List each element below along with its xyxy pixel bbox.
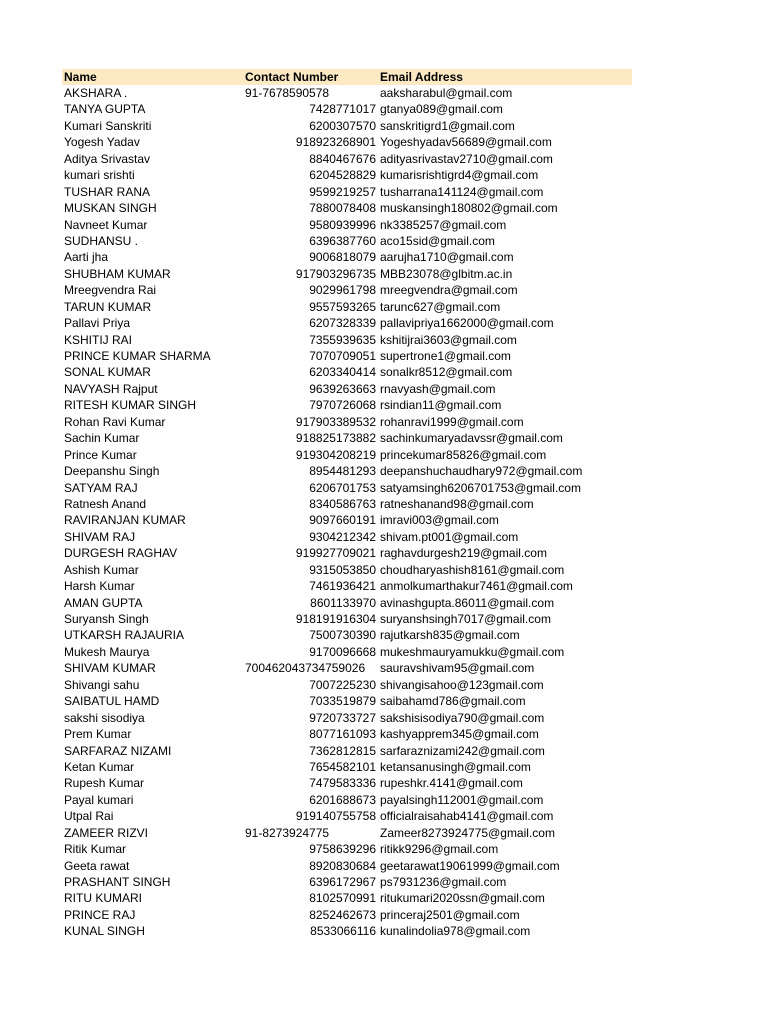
cell-name: Deepanshu Singh — [64, 464, 160, 479]
cell-name: PRINCE KUMAR SHARMA — [64, 349, 211, 363]
table-row — [62, 217, 632, 233]
table-row — [62, 447, 632, 463]
table-row — [62, 562, 632, 578]
table-row — [62, 710, 632, 726]
cell-name: SONAL KUMAR — [64, 365, 151, 380]
cell-contact: 919140755758 — [295, 809, 376, 824]
cell-email: Yogeshyadav56689@gmail.com — [380, 135, 552, 150]
table-row — [62, 726, 632, 742]
table-row — [62, 923, 632, 939]
table-row — [62, 858, 632, 874]
cell-email: princekumar85826@gmail.com — [380, 447, 547, 462]
cell-email: gtanya089@gmail.com — [380, 102, 503, 117]
cell-email: kumarisrishtigrd4@gmail.com — [380, 168, 539, 183]
cell-name: NAVYASH Rajput — [64, 381, 158, 396]
cell-name: TUSHAR RANA — [64, 184, 151, 199]
cell-email: ketansanusingh@gmail.com — [380, 759, 531, 774]
table-row — [62, 611, 632, 627]
cell-contact: 8920830684 — [309, 858, 376, 873]
table-row — [62, 825, 632, 841]
cell-contact: 7970726068 — [309, 398, 376, 413]
cell-contact: 9006818079 — [309, 250, 376, 265]
cell-email: sauravshivam95@gmail.com — [380, 661, 535, 676]
cell-contact: 6206701753 — [309, 480, 376, 495]
cell-email: rupeshkr.4141@gmail.com — [380, 776, 523, 791]
table-row — [62, 775, 632, 791]
cell-contact: 9097660191 — [309, 513, 376, 528]
table-row — [62, 249, 632, 265]
cell-name: MUSKAN SINGH — [64, 201, 157, 216]
cell-email: kunalindolia978@gmail.com — [380, 924, 531, 939]
cell-email: mukeshmauryamukku@gmail.com — [380, 644, 565, 659]
cell-name: Ketan Kumar — [64, 759, 135, 774]
cell-name: SARFARAZ NIZAMI — [64, 743, 172, 758]
cell-name: Mreegvendra Rai — [64, 283, 157, 298]
table-row — [62, 644, 632, 660]
cell-contact: 6203340414 — [309, 365, 376, 380]
cell-email: rsindian11@gmail.com — [380, 398, 502, 413]
cell-contact: 8533066116 — [310, 924, 376, 939]
cell-email: sakshisisodiya790@gmail.com — [380, 710, 545, 725]
cell-email: suryanshsingh7017@gmail.com — [380, 612, 551, 626]
cell-contact: 7428771017 — [309, 102, 376, 117]
cell-name: Yogesh Yadav — [64, 135, 140, 150]
cell-contact: 6201688673 — [309, 792, 376, 807]
cell-contact: 7654582101 — [309, 759, 376, 774]
cell-name: RITESH KUMAR SINGH — [64, 398, 197, 413]
table-row — [62, 167, 632, 183]
cell-contact: 919927709021 — [295, 546, 376, 561]
cell-email: officialraisahab4141@gmail.com — [380, 809, 554, 824]
cell-contact: 9758639296 — [309, 842, 376, 857]
header-contact: Contact Number — [245, 70, 339, 84]
table-row — [62, 890, 632, 906]
cell-email: sanskritigrd1@gmail.com — [380, 118, 515, 133]
cell-contact: 7007225230 — [309, 677, 376, 692]
cell-email: muskansingh180802@gmail.com — [380, 201, 558, 216]
cell-email: raghavdurgesh219@gmail.com — [380, 546, 547, 561]
table-row — [62, 151, 632, 167]
cell-name: RAVIRANJAN KUMAR — [64, 513, 186, 528]
cell-name: SHIVAM KUMAR — [64, 661, 156, 676]
cell-name: Aditya Srivastav — [64, 151, 151, 166]
cell-name: SHUBHAM KUMAR — [64, 266, 171, 281]
cell-contact: 9557593265 — [309, 299, 376, 314]
cell-contact: 7355939635 — [309, 332, 376, 347]
table-row — [62, 496, 632, 512]
cell-email: sonalkr8512@gmail.com — [380, 365, 513, 380]
cell-contact: 9599219257 — [309, 184, 376, 199]
cell-name: RITU KUMARI — [64, 891, 142, 906]
cell-email: shivangisahoo@123gmail.com — [380, 677, 544, 692]
cell-contact: 917903296735 — [295, 266, 376, 281]
cell-name: sakshi sisodiya — [64, 710, 145, 725]
table-row — [62, 595, 632, 611]
cell-contact: 9720733727 — [309, 710, 376, 725]
cell-contact: 7500730390 — [309, 628, 376, 643]
cell-contact: 8954481293 — [309, 464, 376, 479]
cell-email: Zameer8273924775@gmail.com — [380, 825, 555, 840]
cell-contact: 9580939996 — [309, 217, 376, 232]
cell-email: tarunc627@gmail.com — [380, 299, 501, 314]
cell-contact: 9170096668 — [309, 644, 376, 659]
table-row — [62, 907, 632, 923]
table-row — [62, 529, 632, 545]
cell-contact: 7362812815 — [309, 743, 376, 758]
cell-email: anmolkumarthakur7461@gmail.com — [380, 579, 573, 594]
cell-name: UTKARSH RAJAURIA — [64, 628, 185, 643]
table-row — [62, 759, 632, 775]
cell-contact: 8102570991 — [309, 891, 376, 906]
cell-name: Sachin Kumar — [64, 431, 140, 446]
cell-contact: 7880078408 — [309, 201, 376, 216]
table-row — [62, 184, 632, 200]
cell-name: Harsh Kumar — [64, 579, 135, 594]
cell-name: Kumari Sanskriti — [64, 118, 152, 133]
table-row — [62, 299, 632, 315]
cell-contact: 918191916304 — [295, 612, 376, 626]
cell-email: choudharyashish8161@gmail.com — [380, 562, 565, 577]
table-row — [62, 512, 632, 528]
cell-contact: 9639263663 — [309, 381, 376, 396]
table-row — [62, 677, 632, 693]
cell-contact: 8077161093 — [309, 727, 376, 742]
header-email: Email Address — [380, 70, 463, 84]
table-row — [62, 364, 632, 380]
cell-contact: 8840467676 — [309, 151, 376, 166]
cell-contact: 6204528829 — [309, 168, 376, 183]
table-row — [62, 233, 632, 249]
cell-name: Rupesh Kumar — [64, 776, 145, 791]
cell-name: Suryansh Singh — [64, 612, 149, 626]
cell-email: shivam.pt001@gmail.com — [380, 529, 519, 544]
header-name: Name — [64, 70, 97, 84]
cell-email: ratneshanand98@gmail.com — [380, 496, 534, 511]
cell-contact: 91-7678590578 — [245, 86, 330, 100]
table-row — [62, 332, 632, 348]
cell-email: supertrone1@gmail.com — [380, 349, 511, 363]
cell-contact: 7070709051 — [309, 349, 376, 363]
cell-contact: 9315053850 — [309, 562, 376, 577]
cell-email: rajutkarsh835@gmail.com — [380, 628, 520, 643]
cell-email: ritukumari2020ssn@gmail.com — [380, 891, 545, 906]
table-row — [62, 743, 632, 759]
cell-contact: 6200307570 — [309, 118, 376, 133]
cell-email: kashyapprem345@gmail.com — [380, 727, 539, 742]
cell-contact: 8252462673 — [309, 907, 376, 922]
cell-name: AMAN GUPTA — [64, 595, 143, 610]
cell-email: sachinkumaryadavssr@gmail.com — [380, 431, 563, 446]
cell-email: tusharrana141124@gmail.com — [380, 184, 544, 199]
cell-email: kshitijrai3603@gmail.com — [380, 332, 517, 347]
cell-email: saibahamd786@gmail.com — [380, 694, 526, 709]
cell-name: Geeta rawat — [64, 858, 130, 873]
table-body — [62, 85, 632, 940]
cell-name: Mukesh Maurya — [64, 644, 150, 659]
cell-email: rnavyash@gmail.com — [380, 381, 496, 396]
table-row — [62, 348, 632, 364]
cell-name: Shivangi sahu — [64, 677, 140, 692]
cell-name: Prince Kumar — [64, 447, 137, 462]
cell-name: SATYAM RAJ — [64, 480, 138, 495]
table-row — [62, 463, 632, 479]
cell-name: SHIVAM RAJ — [64, 529, 136, 544]
cell-name: KSHITIJ RAI — [64, 332, 133, 347]
cell-name: Pallavi Priya — [64, 316, 131, 331]
cell-email: pallavipriya1662000@gmail.com — [380, 316, 554, 331]
cell-contact: 7461936421 — [309, 579, 376, 594]
cell-email: rohanravi1999@gmail.com — [380, 414, 524, 429]
cell-email: imravi003@gmail.com — [380, 513, 499, 528]
cell-name: DURGESH RAGHAV — [64, 546, 178, 561]
table-row — [62, 660, 632, 676]
cell-name: Ritik Kumar — [64, 842, 127, 857]
cell-name: kumari srishti — [64, 168, 135, 183]
table-row — [62, 200, 632, 216]
contact-sheet — [62, 69, 632, 940]
cell-email: ps7931236@gmail.com — [380, 875, 507, 889]
cell-contact: 8340586763 — [309, 496, 376, 511]
cell-email: deepanshuchaudhary972@gmail.com — [380, 464, 583, 479]
cell-name: TANYA GUPTA — [64, 102, 146, 117]
cell-contact: 919304208219 — [295, 447, 376, 462]
table-row — [62, 545, 632, 561]
cell-email: nk3385257@gmail.com — [380, 217, 507, 232]
cell-email: avinashgupta.86011@gmail.com — [380, 595, 555, 610]
cell-email: sarfaraznizami242@gmail.com — [380, 743, 545, 758]
cell-email: aco15sid@gmail.com — [380, 233, 495, 248]
cell-contact: 8601133970 — [310, 595, 376, 610]
table-row — [62, 874, 632, 890]
cell-email: mreegvendra@gmail.com — [380, 283, 518, 298]
table-row — [62, 480, 632, 496]
table-row — [62, 841, 632, 857]
cell-name: SAIBATUL HAMD — [64, 694, 160, 709]
cell-contact: 918923268901 — [295, 135, 376, 150]
table-row — [62, 397, 632, 413]
table-row — [62, 282, 632, 298]
cell-email: MBB23078@glbitm.ac.in — [380, 266, 513, 281]
cell-name: AKSHARA . — [64, 86, 128, 100]
cell-email: adityasrivastav2710@gmail.com — [380, 151, 553, 166]
cell-email: satyamsingh6206701753@gmail.com — [380, 480, 581, 495]
cell-contact: 6396172967 — [309, 875, 376, 889]
table-row — [62, 693, 632, 709]
cell-name: PRINCE RAJ — [64, 907, 136, 922]
cell-name: Payal kumari — [64, 792, 134, 807]
cell-contact: 700462043734759026 — [245, 661, 366, 676]
table-row — [62, 578, 632, 594]
table-row — [62, 792, 632, 808]
cell-contact: 9029961798 — [309, 283, 376, 298]
cell-email: aarujha1710@gmail.com — [380, 250, 514, 265]
cell-name: SUDHANSU . — [64, 233, 139, 248]
table-row — [62, 101, 632, 117]
table-row — [62, 381, 632, 397]
cell-contact: 6396387760 — [309, 233, 376, 248]
cell-name: ZAMEER RIZVI — [64, 825, 149, 840]
cell-name: Utpal Rai — [64, 809, 114, 824]
cell-name: Navneet Kumar — [64, 217, 148, 232]
cell-email: ritikk9296@gmail.com — [380, 842, 499, 857]
table-row — [62, 85, 632, 101]
cell-contact: 9304212342 — [309, 529, 376, 544]
cell-name: Ashish Kumar — [64, 562, 139, 577]
cell-contact: 7033519879 — [309, 694, 376, 709]
cell-email: geetarawat19061999@gmail.com — [380, 858, 560, 873]
cell-email: princeraj2501@gmail.com — [380, 907, 520, 922]
cell-contact: 7479583336 — [309, 776, 376, 791]
table-row — [62, 808, 632, 824]
header-row — [62, 69, 632, 85]
table-row — [62, 627, 632, 643]
table-row — [62, 430, 632, 446]
cell-name: PRASHANT SINGH — [64, 875, 171, 889]
cell-name: KUNAL SINGH — [64, 924, 145, 939]
table-row — [62, 414, 632, 430]
cell-email: payalsingh112001@gmail.com — [380, 792, 544, 807]
table-row — [62, 315, 632, 331]
cell-name: TARUN KUMAR — [64, 299, 152, 314]
cell-contact: 917903389532 — [295, 414, 376, 429]
cell-contact: 91-8273924775 — [245, 825, 330, 840]
table-row — [62, 134, 632, 150]
cell-name: Prem Kumar — [64, 727, 132, 742]
table-row — [62, 266, 632, 282]
cell-email: aaksharabul@gmail.com — [380, 86, 513, 100]
cell-name: Ratnesh Anand — [64, 496, 147, 511]
table-row — [62, 118, 632, 134]
cell-name: Aarti jha — [64, 250, 109, 265]
cell-contact: 6207328339 — [309, 316, 376, 331]
cell-name: Rohan Ravi Kumar — [64, 414, 166, 429]
cell-contact: 918825173882 — [295, 431, 376, 446]
